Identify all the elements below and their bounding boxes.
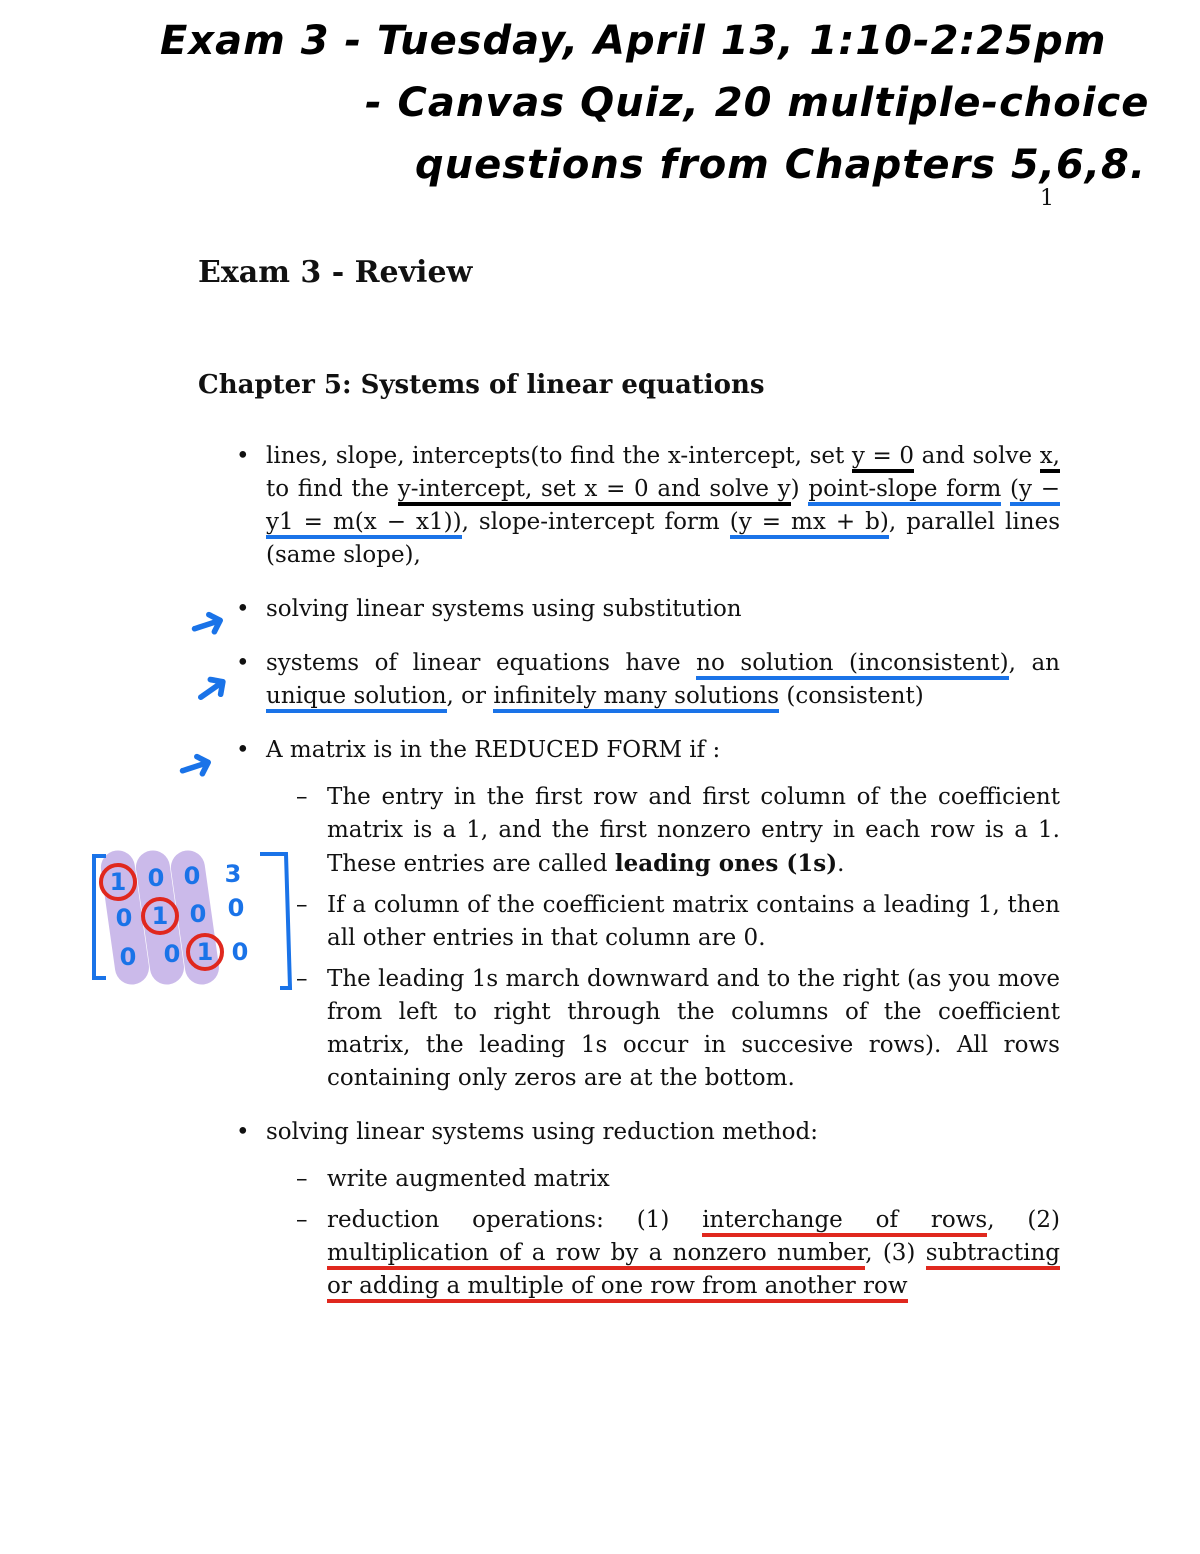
text-run (1001, 476, 1010, 502)
matrix-entry: 0 (189, 900, 207, 928)
arrow-icon: ➜ (179, 654, 243, 722)
underline-black: x, (1040, 443, 1060, 473)
matrix-entry: 0 (163, 940, 181, 968)
text-run: ) (790, 476, 809, 502)
handwritten-exam-note (160, 10, 1160, 196)
matrix-entry: 0 (231, 938, 249, 966)
topic-list (198, 440, 1060, 1303)
step-item (266, 1204, 1060, 1303)
text-run: , (3) (865, 1240, 926, 1266)
rule-item: – If a column of the coefficient matrix contains a leading 1, then all other entries in that column are 0. (266, 889, 1060, 955)
list-item-lines (198, 440, 1060, 572)
matrix-entry: 0 (119, 943, 137, 971)
underline-black: y = 0 (852, 443, 914, 473)
matrix-sketch (88, 850, 298, 990)
reduction-steps (266, 1163, 1060, 1303)
matrix-entry: 3 (224, 860, 242, 888)
text-run: to find the (266, 476, 398, 502)
matrix-entry: 1 (151, 902, 169, 930)
text-run: lines, slope, intercepts(to find the x-intercept, set (266, 443, 852, 469)
arrow-icon: ➜ (180, 591, 234, 655)
page-title: Exam 3 - Review (198, 255, 473, 290)
underline-black: y-intercept, set x = 0 and solve y (398, 476, 791, 506)
text-run: (consistent) (779, 683, 924, 709)
handwritten-line-3: questions from Chapters 5,6,8. (415, 142, 1147, 188)
underline-blue: infinitely many solutions (493, 683, 779, 713)
list-item-solution-types (198, 647, 1060, 713)
underline-red: interchange of rows (702, 1207, 987, 1237)
text-run: , parallel lines (same slope), (266, 509, 1060, 568)
underline-blue: point-slope form (808, 476, 1001, 506)
underline-blue: (y = mx + b) (730, 509, 889, 539)
text-run: , an (1008, 650, 1060, 676)
text-run: solving linear systems using reduction method: (266, 1119, 818, 1145)
chapter-heading: Chapter 5: Systems of linear equations (198, 370, 765, 400)
underline-blue: (y − y1 = m(x − x1)) (266, 476, 1060, 539)
list-item-substitution: • solving linear systems using substitution (198, 593, 1060, 626)
matrix-entry: 1 (109, 868, 127, 896)
rule-item: – The leading 1s march downward and to the right (as you move from left to right through the columns of the coefficient matrix, the leading 1s occur in succesive rows). All rows containing only zeros are at the bottom. (266, 963, 1060, 1095)
list-item-reduction-method (198, 1116, 1060, 1303)
rule-item (266, 781, 1060, 881)
handwritten-line-2: - Canvas Quiz, 20 multiple-choice (365, 80, 1150, 126)
text-run: systems of linear equations have (266, 650, 697, 676)
matrix-entry: 0 (227, 894, 245, 922)
text-run: , slope-intercept form (461, 509, 730, 535)
underline-blue: no solution (inconsistent) (696, 650, 1008, 680)
step-item: – write augmented matrix (266, 1163, 1060, 1196)
text-run: , (2) (987, 1207, 1061, 1233)
text-run: . (837, 851, 845, 877)
text-run: The entry in the first row and first column of the coefficient matrix is a 1, and the first nonzero entry in each row is a 1. These entries are called (327, 784, 1060, 877)
matrix-entry: 1 (196, 938, 214, 966)
review-content (198, 440, 1060, 1324)
arrow-icon: ➜ (168, 733, 222, 797)
text-run: and solve (914, 443, 1040, 469)
text-run: A matrix is in the REDUCED FORM if : (266, 737, 721, 763)
text-run: reduction operations: (1) (327, 1207, 703, 1233)
matrix-entry: 0 (183, 862, 201, 890)
underline-blue: unique solution (266, 683, 447, 713)
bold-term: leading ones (1s) (614, 850, 838, 877)
page-number: 1 (1040, 186, 1054, 211)
matrix-entry: 0 (147, 864, 165, 892)
right-bracket (260, 854, 290, 988)
underline-red: subtracting or adding a multiple of one row from another row (327, 1240, 1060, 1303)
text-run: , or (446, 683, 494, 709)
underline-red: multiplication of a row by a nonzero number (327, 1240, 865, 1270)
handwritten-line-1: Exam 3 - Tuesday, April 13, 1:10-2:25pm (160, 18, 1107, 64)
matrix-entry: 0 (115, 904, 133, 932)
reduced-form-rules (266, 781, 1060, 1095)
list-item-reduced-form (198, 734, 1060, 1095)
